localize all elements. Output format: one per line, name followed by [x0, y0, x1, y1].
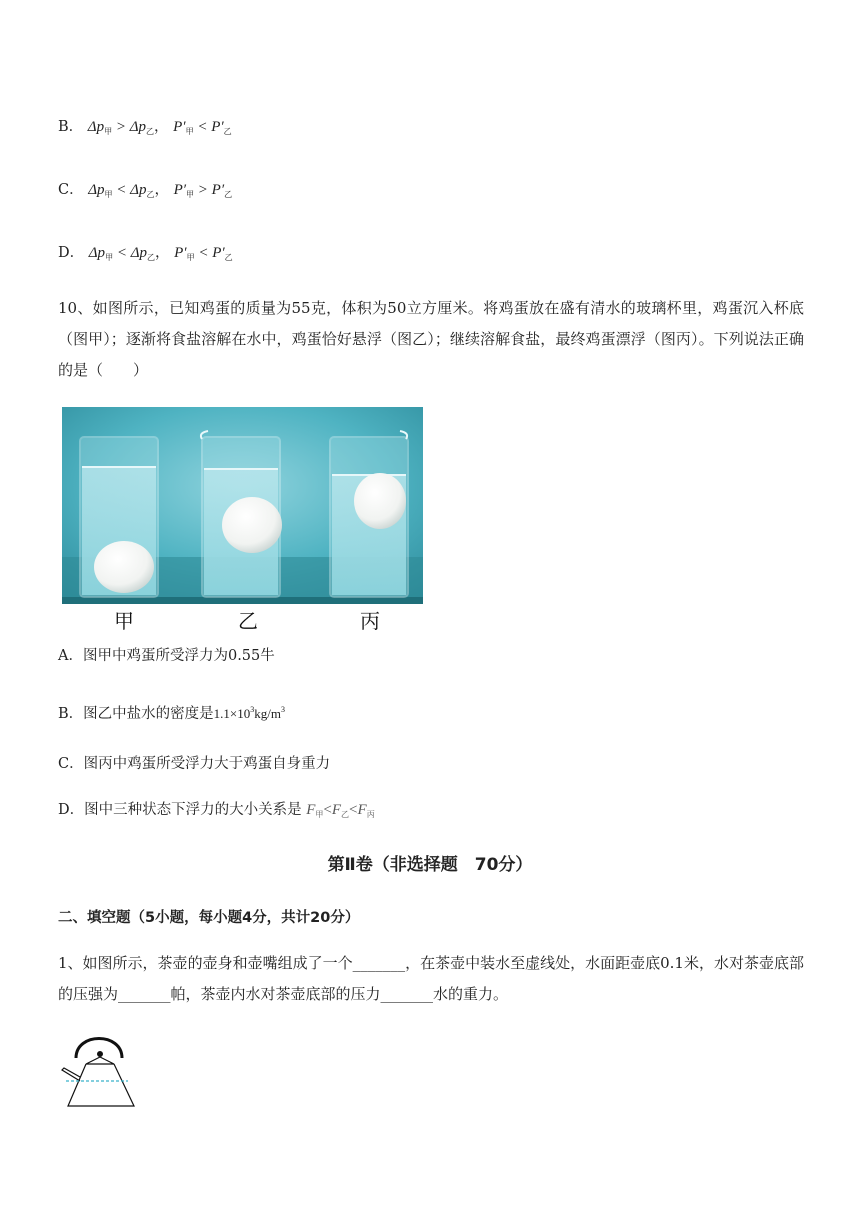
option-letter: B．	[58, 119, 84, 135]
option-formula-2: $P'_甲 < P'_乙$	[174, 245, 233, 262]
part2-title: 第Ⅱ卷（非选择题 70分）	[327, 855, 533, 875]
q10-option-c: C．图丙中鸡蛋所受浮力大于鸡蛋自身重力	[58, 756, 331, 772]
option-text: D．图中三种状态下浮力的大小关系是	[58, 802, 302, 818]
section-title: 二、填空题（5小题，每小题4分，共计20分）	[58, 910, 360, 926]
beaker-yi	[201, 431, 282, 597]
option-formula: $\Delta p_甲 > \Delta p_乙$	[87, 119, 155, 136]
q10-option-a: A．图甲中鸡蛋所受浮力为0.55牛	[58, 648, 275, 664]
q10-stem: 10、如图所示，已知鸡蛋的质量为55克，体积为50立方厘米。将鸡蛋放在盛有清水的玻璃杯里，鸡蛋沉入杯底（图甲）；逐渐将食盐溶解在水中，鸡蛋恰好悬浮（图乙）；继续溶解食盐，最终鸡蛋漂浮（图丙）。下列说法正确的是（ ）	[58, 299, 804, 379]
option-formula: $\Delta p_甲 < \Delta p_乙$	[88, 182, 155, 199]
option-letter: D．	[58, 245, 85, 261]
buoyancy-relation: $F_甲<F_乙<F_丙$	[306, 802, 375, 819]
density-value: $1.1\times 10^3kg/m^3$	[213, 705, 285, 721]
beaker-bing	[330, 431, 408, 597]
teapot-figure	[58, 1024, 142, 1108]
option-letter: C．	[58, 182, 84, 198]
figure-label-jia: 甲	[114, 609, 134, 633]
q10-option-b	[58, 700, 285, 724]
q9-option-b: B． $\Delta p_甲 > \Delta p_乙$， $P'_甲 < P'_乙$	[58, 119, 232, 136]
option-formula-2: $P'_甲 > P'_乙$	[173, 182, 233, 199]
figure-label-yi: 乙	[238, 609, 258, 633]
q9-option-d: D． $\Delta p_甲 < \Delta p_乙$， $P'_甲 < P'_乙$	[58, 245, 233, 262]
beaker-jia	[80, 437, 158, 597]
teapot-drawing	[58, 1024, 142, 1108]
egg-beakers-figure	[62, 407, 423, 632]
q10-option-d	[58, 800, 375, 825]
option-formula: $\Delta p_甲 < \Delta p_乙$	[88, 245, 155, 262]
option-formula-2: $P'_甲 < P'_乙$	[173, 119, 232, 136]
q9-option-c: C． $\Delta p_甲 < \Delta p_乙$， $P'_甲 > P'_乙$	[58, 182, 233, 199]
egg-beakers-photo	[62, 407, 423, 604]
fill-question-1: 1、如图所示，茶壶的壶身和壶嘴组成了一个_______，在茶壶中装水至虚线处，水面距壶底0.1米，水对茶壶底部的压强为_______帕，茶壶内水对茶壶底部的压力_______水的重力。	[58, 954, 804, 1003]
figure-label-bing: 丙	[360, 609, 380, 633]
option-text: B．图乙中盐水的密度是	[58, 706, 214, 722]
